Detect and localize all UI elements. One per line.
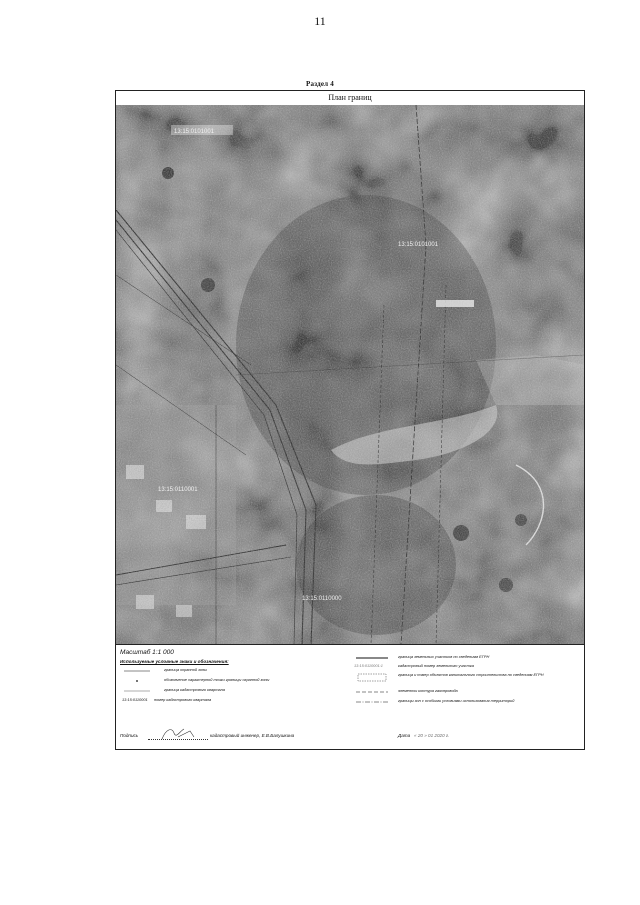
legend-text: граница и номер объектов капитального строительства по сведениям ЕГРН: [398, 672, 544, 677]
section-title: Раздел 4: [306, 80, 334, 88]
date-label: Дата: [398, 733, 411, 738]
scan-noise: [116, 105, 584, 645]
line-symbol: [120, 669, 154, 673]
legend-heading: Используемые условные знаки и обозначения:: [120, 659, 229, 664]
legend-text: граница земельных участков по сведениям ЕГРН: [398, 654, 490, 659]
signature-row: [116, 725, 584, 747]
legend-block: [116, 647, 584, 751]
aerial-map: [116, 105, 584, 645]
plan-frame: [115, 90, 585, 750]
legend-code: 13:15:0110001:1: [354, 663, 383, 668]
legend-code: 13:15:0110001: [122, 697, 148, 702]
parcel-marker: [436, 300, 474, 307]
page-number: 11: [314, 14, 326, 28]
box-symbol: [354, 673, 390, 683]
legend-text: граница охранной зоны: [164, 667, 208, 672]
handwritten-signature: [156, 725, 206, 745]
legend-text: элементы контура газопровода: [398, 688, 458, 693]
plan-title: План границ: [116, 91, 584, 106]
quarter-number-label: 13:15:0101001: [398, 242, 439, 248]
signature-label: Подпись: [120, 733, 139, 738]
legend-text: границы зон с особыми условиями использования территорий: [398, 698, 515, 703]
dashdot-line-symbol: [354, 700, 390, 704]
legend-text: обозначение характерной точки границы охранной зоны: [164, 677, 270, 682]
legend-text: кадастровый номер земельного участка: [398, 663, 474, 668]
point-symbol: [120, 679, 154, 683]
thin-line-symbol: [120, 689, 154, 693]
map-label-3: [158, 487, 198, 493]
date-value: « 20 » 01 2020 г.: [414, 733, 450, 738]
map-label-4: [302, 596, 342, 602]
quarter-number-label: 13:15:0101001: [174, 129, 215, 135]
map-label-1: [171, 125, 233, 135]
dashed-line-symbol: [354, 690, 390, 694]
map-scale: Масштаб 1:1 000: [120, 649, 174, 656]
engineer-name: кадастровый инженер, Е.В.Балушкина: [210, 733, 295, 738]
quarter-number-label: 13:15:0110000: [302, 596, 342, 602]
quarter-number-label: 13:15:0110001: [158, 487, 198, 493]
bold-line-symbol: [354, 656, 390, 660]
map-label-2: [398, 242, 439, 248]
legend-text: граница кадастрового квартала: [164, 687, 225, 692]
legend-text: номер кадастрового квартала: [154, 697, 212, 702]
